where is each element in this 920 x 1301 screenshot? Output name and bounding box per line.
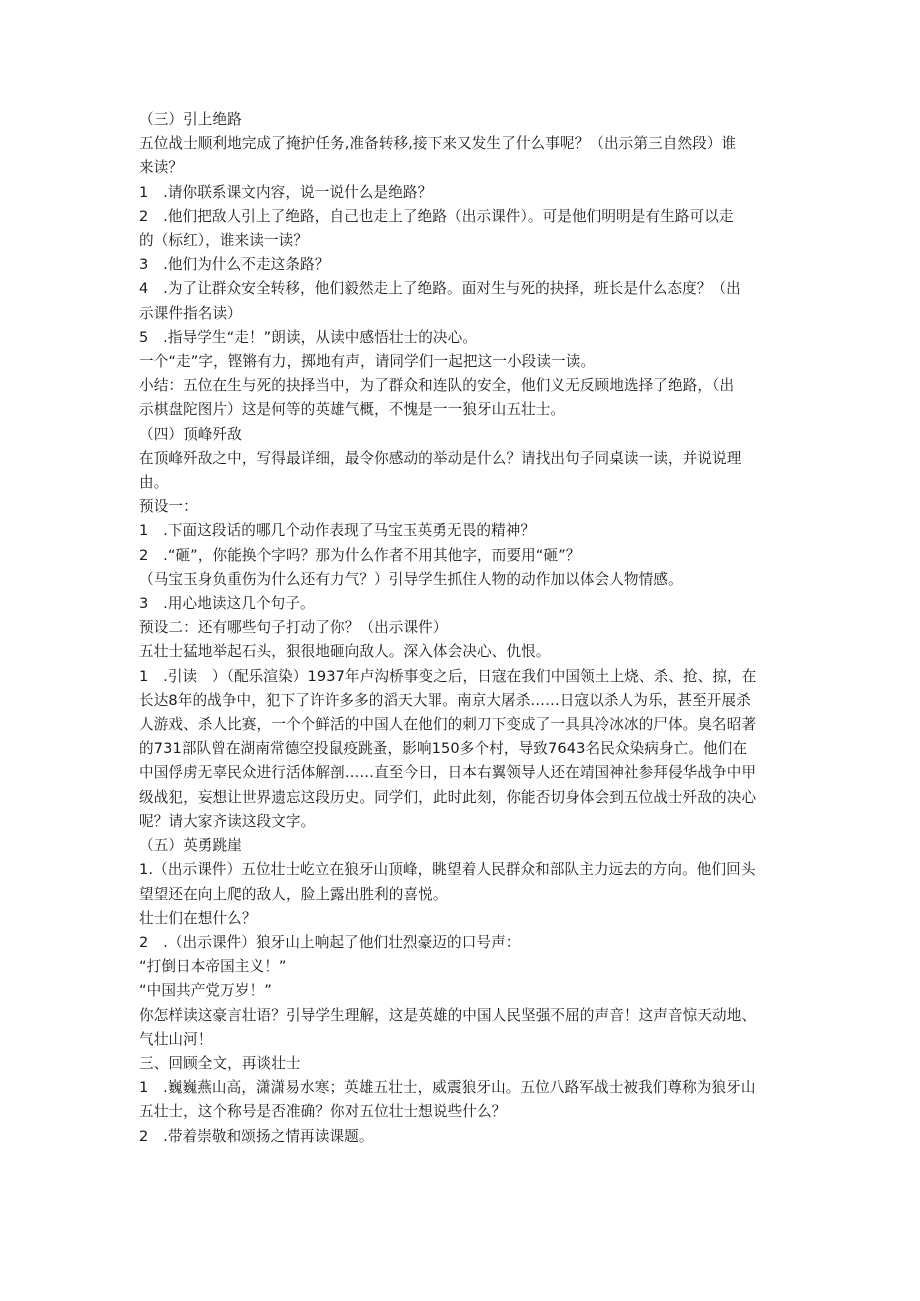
text-line: 长达8年的战争中，犯下了许许多多的滔天大罪。南京大屠杀……日寇以杀人为乐，甚至开展杀 xyxy=(139,691,751,709)
text-line: 气壮山河！ xyxy=(139,1030,213,1048)
text-line: 4 .为了让群众安全转移，他们毅然走上了绝路。面对生与死的抉择，班长是什么态度？（出 xyxy=(139,280,741,298)
text-line: 2 .（出示课件）狼牙山上响起了他们壮烈豪迈的口号声： xyxy=(139,933,521,951)
text-line: （五）英勇跳崖 xyxy=(139,837,242,855)
text-line: 级战犯，妄想让世界遗忘这段历史。同学们，此时此刻，你能否切身体会到五位战士歼敌的决心 xyxy=(139,788,757,806)
text-line: 你怎样读这豪言壮语？引导学生理解，这是英雄的中国人民坚强不屈的声音！这声音惊天动地、 xyxy=(139,1006,757,1024)
text-line: 1 .下面这段话的哪几个动作表现了马宝玉英勇无畏的精神？ xyxy=(139,522,536,540)
text-line: 在顶峰歼敌之中，写得最详细，最令你感动的举动是什么？请找出句子同桌读一读，并说说理 xyxy=(139,449,742,467)
text-line: 2 .他们把敌人引上了绝路，自己也走上了绝路（出示课件）。可是他们明明是有生路可以走 xyxy=(139,207,734,225)
text-line: 3 .他们为什么不走这条路？ xyxy=(139,256,330,274)
text-line: 望望还在向上爬的敌人，脸上露出胜利的喜悦。 xyxy=(139,885,448,903)
text-line: 5 .指导学生“走！”朗读，从读中感悟壮士的决心。 xyxy=(139,328,478,346)
text-line: 示课件指名读） xyxy=(139,304,242,322)
text-line: （四）顶峰歼敌 xyxy=(139,425,242,443)
text-line: 2 .带着崇敬和颂扬之情再读课题。 xyxy=(139,1127,374,1145)
document-body xyxy=(139,108,794,1149)
text-line: 1.（出示课件）五位壮士屹立在狼牙山顶峰，眺望着人民群众和部队主力远去的方向。他们回头 xyxy=(139,861,756,879)
text-line: 中国俘虏无辜民众进行活体解剖……直至今日，日本右翼领导人还在靖国神社参拜侵华战争中甲 xyxy=(139,764,757,782)
text-line: 人游戏、杀人比赛，一个个鲜活的中国人在他们的刺刀下变成了一具具冷冰冰的尸体。臭名昭著 xyxy=(139,716,757,734)
text-line: 五位战士顺利地完成了掩护任务,准备转移,接下来又发生了什么事呢？（出示第三自然段）谁 xyxy=(139,135,737,153)
text-line: 2 .“砸”，你能换个字吗？那为什么作者不用其他字，而要用“砸”？ xyxy=(139,546,581,564)
text-line: 来读？ xyxy=(139,159,184,177)
text-line: 示棋盘陀图片）这是何等的英雄气概，不愧是一一狼牙山五壮士。 xyxy=(139,401,566,419)
text-line: 1 .引读 ）（配乐渲染）1937年卢沟桥事变之后，日寇在我们中国领土上烧、杀、抢、掠，在 xyxy=(139,667,757,685)
text-line: 小结：五位在生与死的抉择当中，为了群众和连队的安全，他们义无反顾地选择了绝路，（出 xyxy=(139,377,735,395)
text-line: 预设二：还有哪些句子打动了你？（出示课件） xyxy=(139,619,448,637)
text-line: 1 .巍巍燕山高，潇潇易水寒；英雄五壮士，威震狼牙山。五位八路军战士被我们尊称为狼牙山 xyxy=(139,1079,756,1097)
text-line: 由。 xyxy=(139,474,169,492)
text-line: 的（标红），谁来读一读？ xyxy=(139,232,309,250)
text-line: 1 .请你联系课文内容，说一说什么是绝路？ xyxy=(139,183,433,201)
text-line: 五壮士，这个称号是否准确？你对五位壮士想说些什么？ xyxy=(139,1103,507,1121)
text-line: 预设一： xyxy=(139,498,198,516)
text-line: 3 .用心地读这几个句子。 xyxy=(139,595,315,613)
text-line: 壮士们在想什么？ xyxy=(139,909,257,927)
text-line: （三）引上绝路 xyxy=(139,111,242,128)
text-line: “打倒日本帝国主义！” xyxy=(139,958,287,976)
text-line: “中国共产党万岁！” xyxy=(139,982,272,1000)
text-line: 三、回顾全文，再谈壮士 xyxy=(139,1054,301,1072)
text-line: 的731部队曾在湖南常德空投鼠疫跳蚤，影响150多个村，导致7643名民众染病身亡。他们在 xyxy=(139,740,748,758)
text-line: 一个“走”字，铿锵有力，掷地有声，请同学们一起把这一小段读一读。 xyxy=(139,353,596,371)
text-line: 呢？请大家齐读这段文字。 xyxy=(139,812,316,830)
text-line: 五壮士猛地举起石头，狠很地砸向敌人。深入体会决心、仇恨。 xyxy=(139,643,551,661)
text-line: （马宝玉身负重伤为什么还有力气？）引导学生抓住人物的动作加以体会人物情感。 xyxy=(139,570,683,588)
